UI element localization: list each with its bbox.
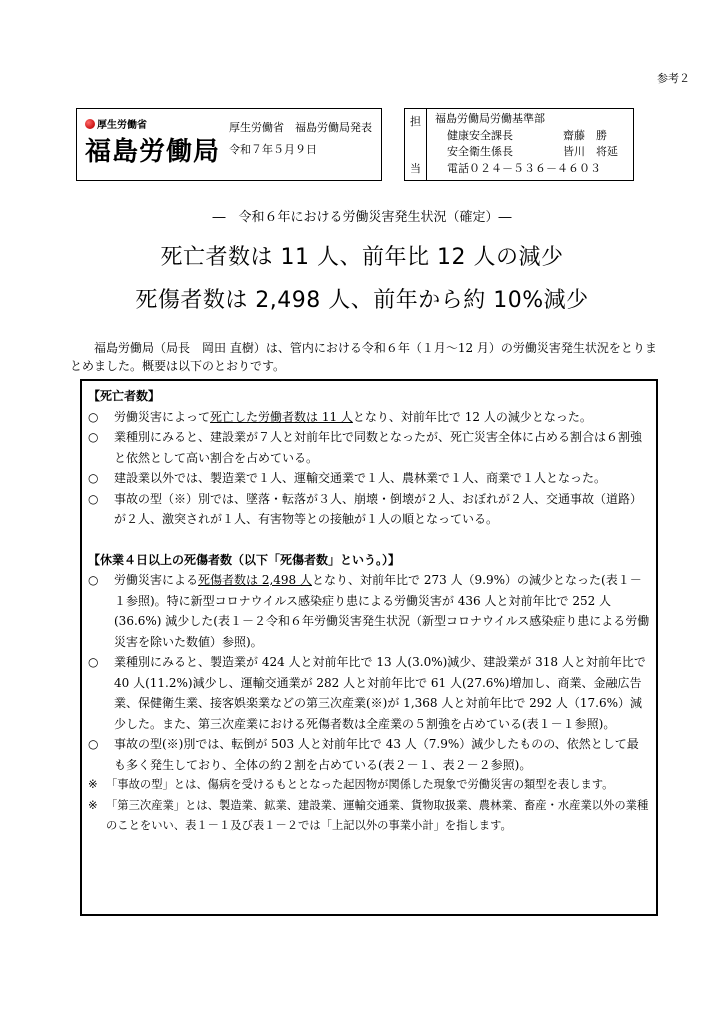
list-item: ○ 事故の型（※）別では、墜落・転落が３人、崩壊・倒壊が２人、おぼれが２人、交通事故（道路）が２人、激突されが１人、有害物等との接触が１人の順となっている。 [88, 491, 643, 526]
contact-department: 福島労働局労働基準部 [435, 112, 545, 125]
headline-deaths: 死亡者数は 11 人、前年比 12 人の減少 [160, 245, 564, 270]
list-item: ○ 労働災害による死傷者数は 2,498 人となり、対前年比で 273 人（9.9%）の減少となった(表１－１参照)。特に新型コロナウイルス感染症り患による労働災害が 436 人と対前年比で 252 人(36.6%) 減少した(表１－２令和６年労働災害発生状況（新型コロナウイルス感染症り患による労働災害を除いた数値）参照)。 [88, 573, 650, 649]
list-item: ○ 建設業以外では、製造業で１人、運輸交通業で１人、農林業で１人、商業で１人となった。 [88, 471, 607, 485]
list-item: ○ 労働災害によって死亡した労働者数は 11 人となり、対前年比で 12 人の減少となった。 [88, 409, 592, 424]
contact-box [404, 108, 634, 181]
list-item: ○ 事故の型(※)別では、転倒が 503 人と対前年比で 43 人（7.9%）減少したものの、依然として最も多く発生しており、全体の約２割を占めている(表２－１、表２－２参照)。 [88, 737, 639, 772]
contact-phone: 電話０２４－５３６－４６０３ [447, 161, 601, 175]
contact-person-2: 安全衛生係長 皆川 将延 [447, 145, 618, 158]
ministry-logo-text: 厚生労働省 [97, 120, 147, 131]
section-deaths-heading: 【死亡者数】 [88, 389, 161, 403]
ministry-logo-icon [85, 119, 95, 129]
issuer-text: 厚生労働省 福島労働局発表 [229, 121, 372, 134]
contact-label: 担 当 [405, 109, 427, 180]
headline-casualties: 死傷者数は 2,498 人、前年から約 10%減少 [135, 288, 589, 313]
list-item: ○ 業種別にみると、建設業が７人と対前年比で同数となったが、死亡災害全体に占める割合は６割強と依然として高い割合を占めている。 [88, 430, 643, 465]
footnote-accident-type: ※ 「事故の型」とは、傷病を受けるもととなった起因物が関係した現象で労働災害の類型を表します。 [88, 778, 614, 791]
section-casualties-heading: 【休業４日以上の死傷者数（以下「死傷者数」という。）】 [88, 552, 401, 567]
document-subtitle: ― 令和６年における労働災害発生状況（確定）― [212, 210, 512, 225]
intro-paragraph: 福島労働局（局長 岡田 直樹）は、管内における令和６年（１月～12 月）の労働災害発生状況をとりまとめました。概要は以下のとおりです。 [70, 341, 657, 373]
issuer-box [76, 108, 382, 181]
footnote-tertiary-industry: ※ 「第三次産業」とは、製造業、鉱業、建設業、運輸交通業、貨物取扱業、農林業、畜産・水産業以外の業種のことをいい、表１－１及び表１－２では「上記以外の事業小計」を指します。 [88, 798, 649, 832]
reference-label: 参考２ [657, 72, 690, 85]
bureau-logo: 福島労働局 [85, 137, 221, 167]
issue-date: 令和７年５月９日 [229, 143, 317, 156]
ministry-logo [85, 116, 147, 131]
contact-details [435, 111, 618, 177]
contact-person-1: 健康安全課長 齋藤 勝 [447, 128, 607, 142]
list-item: ○ 業種別にみると、製造業が 424 人と対前年比で 13 人(3.0%)減少、建設業が 318 人と対前年比で 40 人(11.2%)減少し、運輸交通業が 282 人と対前年比で 61 人(27.6%)増加し、商業、金融広告業、保健衛生業、接客娯楽業などの第三次産業(※)が 1,368 人と対前年比で 292 人（17.6%）減少した。また、第三次産業における死傷者数は全産業の５割強を占めている(表１－１参照)。 [88, 655, 646, 731]
summary-box [80, 379, 658, 916]
